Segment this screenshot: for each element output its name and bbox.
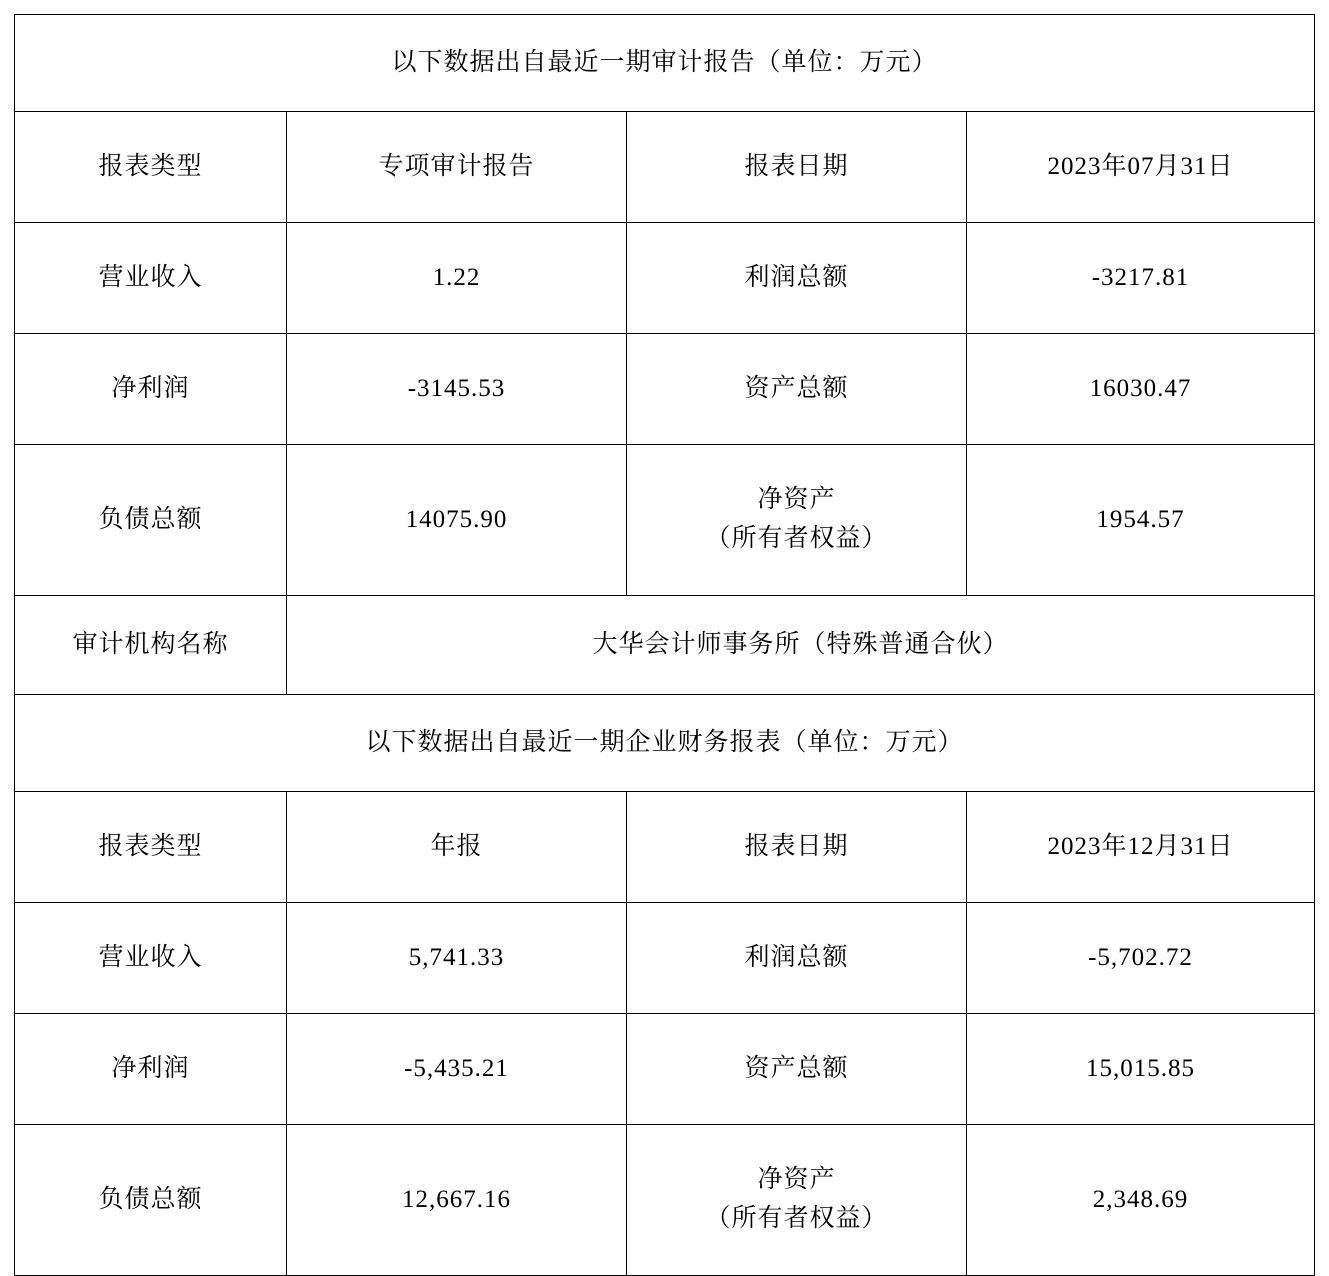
fin-row2-label1: 营业收入: [15, 903, 287, 1014]
fin-row2-value2: -5,702.72: [967, 903, 1315, 1014]
fin-row3-value1: -5,435.21: [287, 1014, 627, 1125]
audit-row2-value2: -3217.81: [967, 223, 1315, 334]
audit-row1-label2: 报表日期: [627, 112, 967, 223]
audit-row1-value1: 专项审计报告: [287, 112, 627, 223]
fin-row1-value2: 2023年12月31日: [967, 792, 1315, 903]
audit-row4-value1: 14075.90: [287, 445, 627, 596]
table-row: [15, 1014, 1315, 1125]
audit-row3-label2: 资产总额: [627, 334, 967, 445]
financial-section-title-row: [15, 695, 1315, 792]
audit-section-title-row: [15, 15, 1315, 112]
audit-section-title: 以下数据出自最近一期审计报告（单位：万元）: [15, 15, 1315, 112]
fin-row4-value2: 2,348.69: [967, 1125, 1315, 1276]
audit-row4-label2-line2: （所有者权益）: [705, 525, 888, 552]
fin-row4-label2-line1: 净资产: [757, 1166, 836, 1194]
table-row: [15, 223, 1315, 334]
fin-row3-value2: 15,015.85: [967, 1014, 1315, 1125]
audit-row4-label1: 负债总额: [15, 445, 287, 596]
auditor-row: [15, 596, 1315, 695]
fin-row3-label2: 资产总额: [627, 1014, 967, 1125]
table-row: [15, 445, 1315, 596]
audit-row4-value2: 1954.57: [967, 445, 1315, 596]
fin-row1-label2: 报表日期: [627, 792, 967, 903]
table-row: [15, 792, 1315, 903]
table-row: [15, 334, 1315, 445]
table-row: [15, 112, 1315, 223]
fin-row1-value1: 年报: [287, 792, 627, 903]
table-row: [15, 1125, 1315, 1276]
auditor-value: 大华会计师事务所（特殊普通合伙）: [287, 596, 1315, 695]
audit-row2-value1: 1.22: [287, 223, 627, 334]
table-row: [15, 903, 1315, 1014]
audit-row2-label1: 营业收入: [15, 223, 287, 334]
fin-row1-label1: 报表类型: [15, 792, 287, 903]
auditor-label: 审计机构名称: [15, 596, 287, 695]
audit-row2-label2: 利润总额: [627, 223, 967, 334]
fin-row2-label2: 利润总额: [627, 903, 967, 1014]
fin-row3-label1: 净利润: [15, 1014, 287, 1125]
financial-summary-table: [14, 14, 1315, 1276]
fin-row4-label2-line2: （所有者权益）: [705, 1205, 888, 1232]
fin-row4-label2: [627, 1125, 967, 1276]
audit-row1-label1: 报表类型: [15, 112, 287, 223]
fin-row4-value1: 12,667.16: [287, 1125, 627, 1276]
audit-row1-value2: 2023年07月31日: [967, 112, 1315, 223]
audit-row3-label1: 净利润: [15, 334, 287, 445]
fin-row2-value1: 5,741.33: [287, 903, 627, 1014]
fin-row4-label1: 负债总额: [15, 1125, 287, 1276]
audit-row4-label2: [627, 445, 967, 596]
audit-row4-label2-line1: 净资产: [757, 486, 836, 514]
financial-section-title: 以下数据出自最近一期企业财务报表（单位：万元）: [15, 695, 1315, 792]
audit-row3-value1: -3145.53: [287, 334, 627, 445]
audit-row3-value2: 16030.47: [967, 334, 1315, 445]
